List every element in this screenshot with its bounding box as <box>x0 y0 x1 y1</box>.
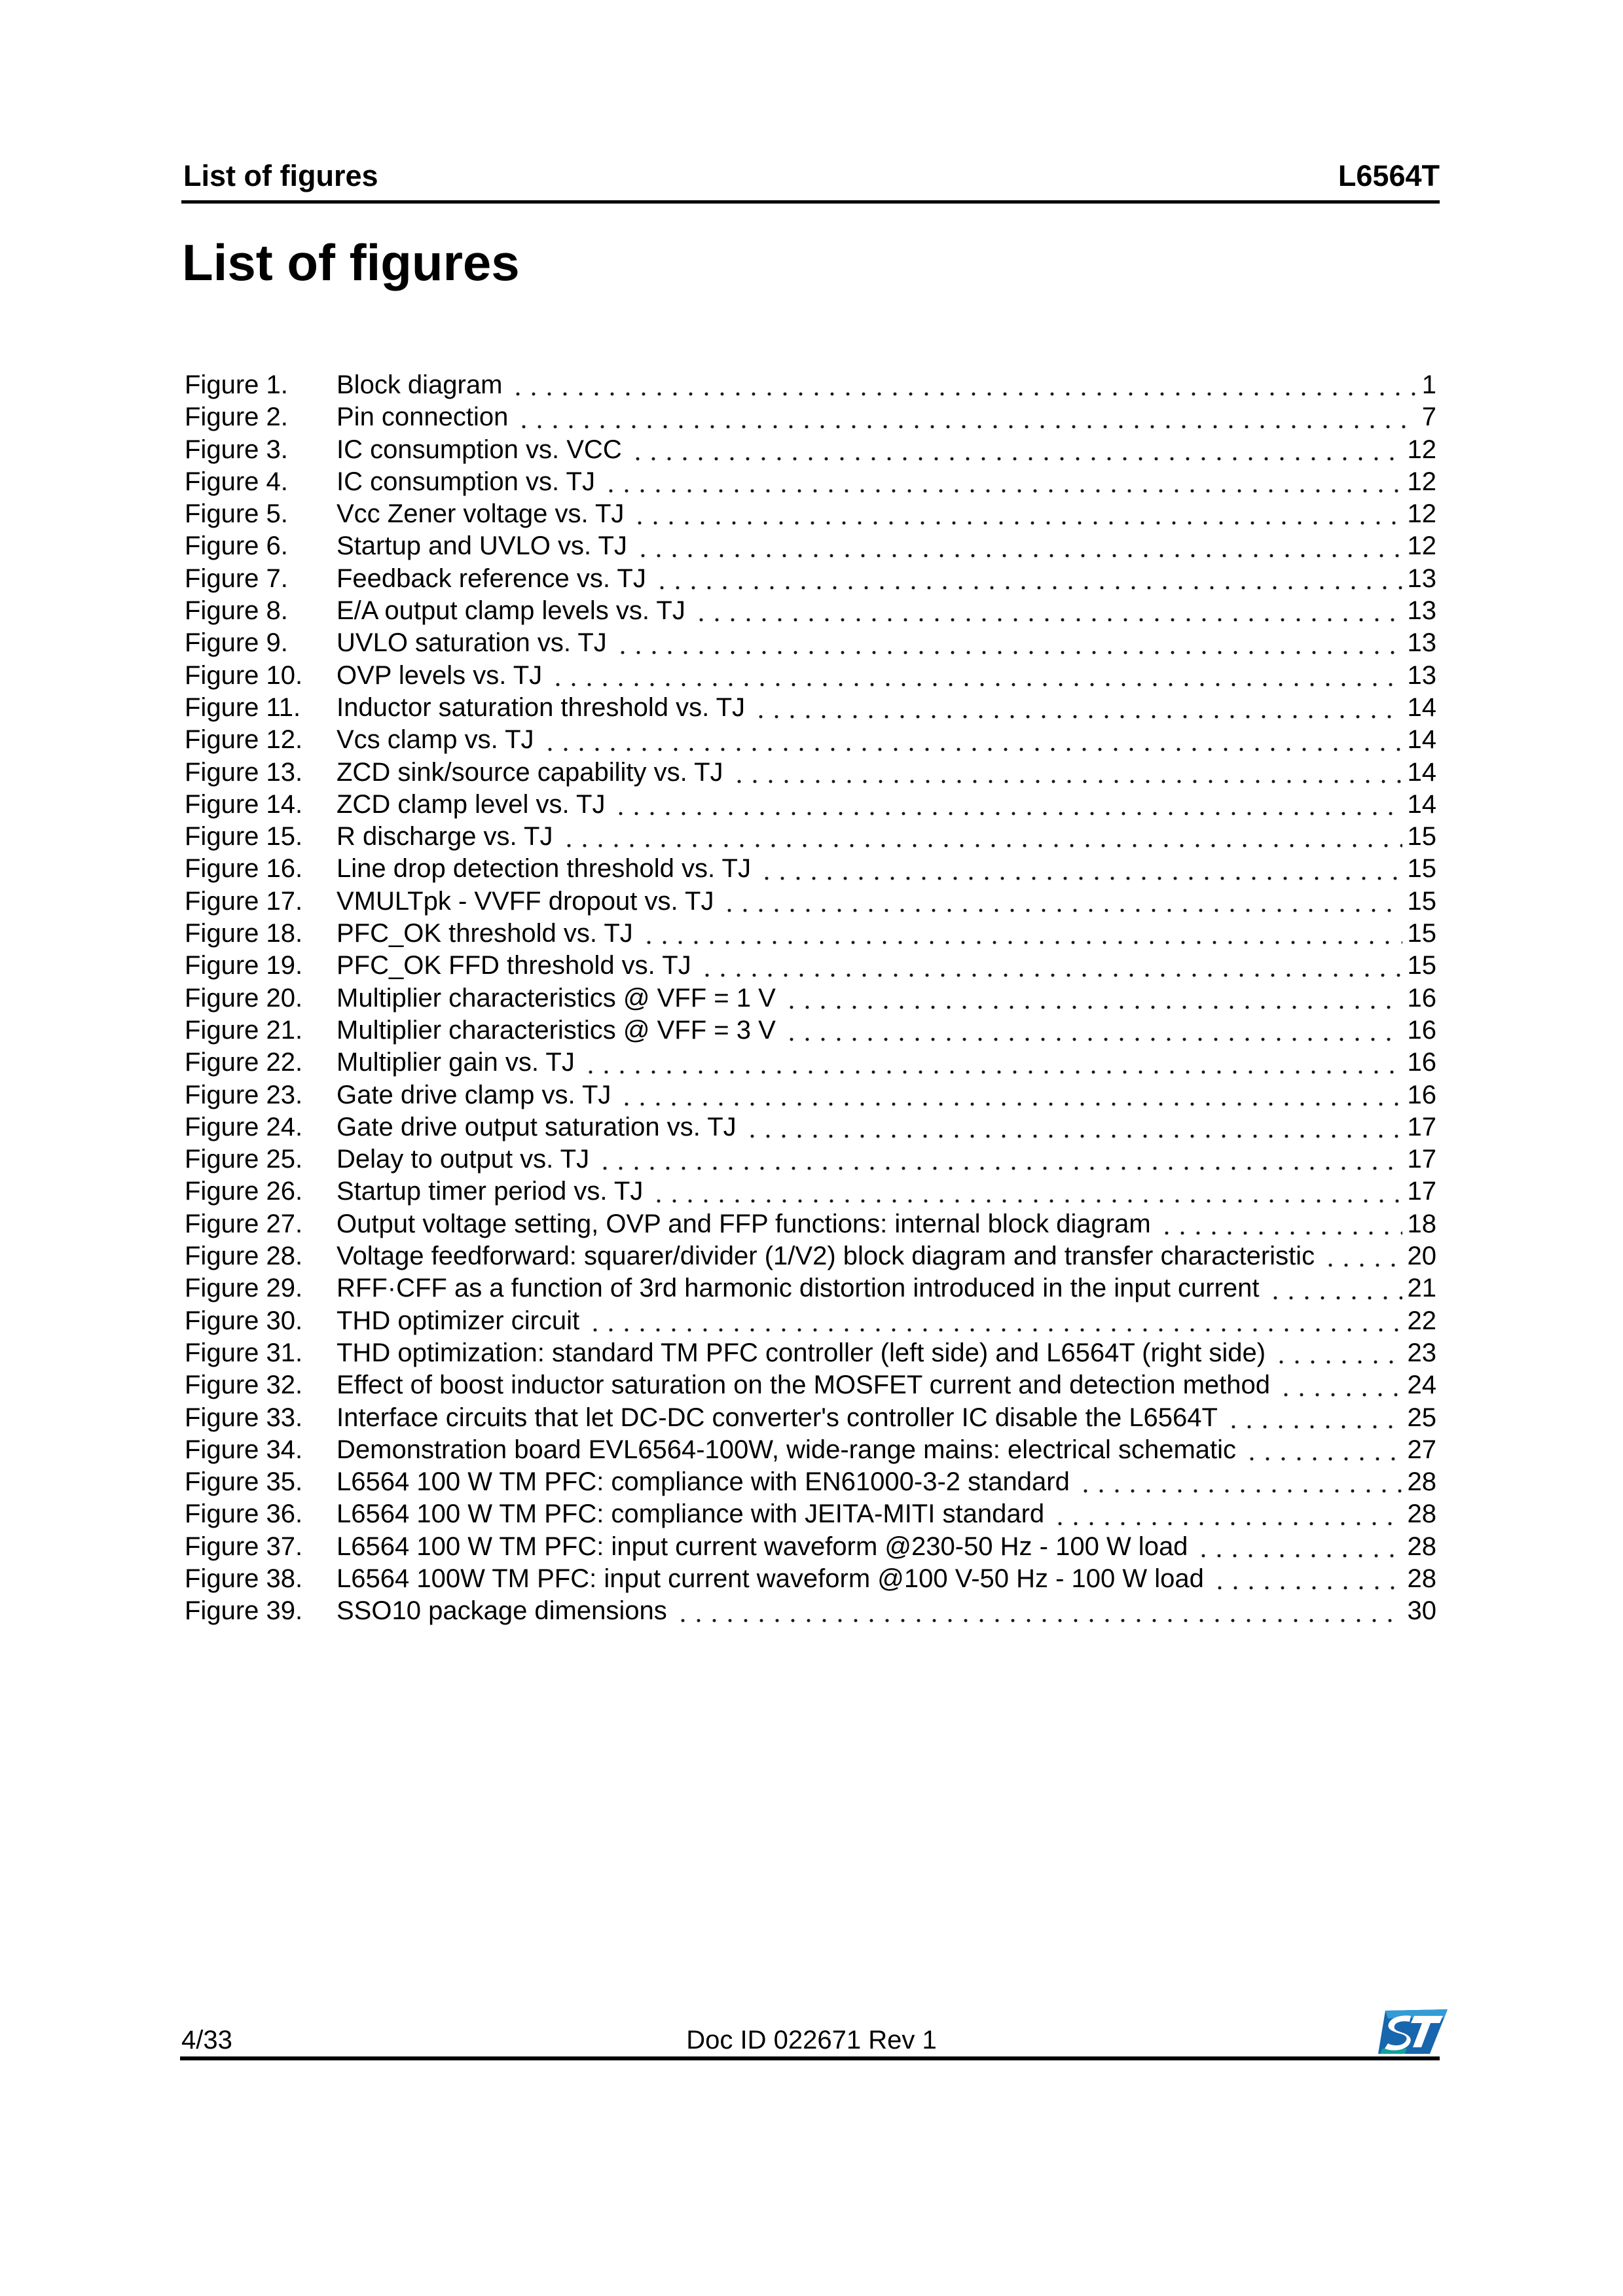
figure-label: Figure 25. <box>185 1145 303 1174</box>
dot-leader <box>516 401 1416 433</box>
figure-label: Figure 16. <box>185 854 303 884</box>
figure-label: Figure 19. <box>185 951 303 980</box>
figure-page-number: 21 <box>1407 1274 1436 1303</box>
figure-entry <box>183 627 1440 659</box>
figure-entry <box>183 563 1440 595</box>
figure-label: Figure 21. <box>185 1015 303 1045</box>
figure-label: Figure 6. <box>185 531 288 561</box>
figure-label: Figure 8. <box>185 596 288 626</box>
dot-leader <box>753 692 1402 724</box>
header-rule <box>181 200 1440 204</box>
figure-page-number: 17 <box>1407 1177 1436 1206</box>
figure-label: Figure 2. <box>185 403 288 432</box>
figure-title: Output voltage setting, OVP and FFP functions: internal block diagram <box>337 1209 1151 1238</box>
running-header-part-number: L6564T <box>1338 159 1440 192</box>
figure-page-number: 16 <box>1407 983 1436 1013</box>
figure-title: Multiplier characteristics @ VFF = 1 V <box>337 983 776 1013</box>
figure-page-number: 15 <box>1407 854 1436 884</box>
dot-leader <box>597 1143 1402 1175</box>
dot-leader <box>699 950 1402 982</box>
figure-title: Block diagram <box>337 370 503 399</box>
figure-page-number: 24 <box>1407 1371 1436 1400</box>
figure-page-number: 20 <box>1407 1242 1436 1271</box>
dot-leader <box>651 1175 1402 1208</box>
figure-label: Figure 1. <box>185 370 288 399</box>
figure-title: IC consumption vs. VCC <box>337 435 622 464</box>
figure-entry <box>183 1563 1440 1595</box>
figure-page-number: 14 <box>1407 725 1436 755</box>
figure-entry <box>183 1272 1440 1304</box>
dot-leader <box>721 886 1402 918</box>
figure-label: Figure 12. <box>185 725 303 755</box>
figure-label: Figure 11. <box>185 692 301 722</box>
figure-title: L6564 100 W TM PFC: compliance with JEITA-MITI standard <box>337 1499 1045 1529</box>
dot-leader <box>1159 1208 1402 1240</box>
figure-label: Figure 13. <box>185 757 303 787</box>
dot-leader <box>603 466 1402 498</box>
dot-leader <box>583 1047 1402 1079</box>
page-title: List of figures <box>182 234 520 291</box>
figure-title: Gate drive clamp vs. TJ <box>337 1080 611 1109</box>
st-logo-icon <box>1378 2009 1448 2054</box>
figure-entry <box>183 853 1440 885</box>
figure-entry <box>183 1047 1440 1079</box>
figure-title: Delay to output vs. TJ <box>337 1145 590 1174</box>
figure-title: Pin connection <box>337 403 509 432</box>
figure-page-number: 15 <box>1407 951 1436 980</box>
figure-entry <box>183 660 1440 692</box>
figure-title: Demonstration board EVL6564-100W, wide-range mains: electrical schematic <box>337 1435 1237 1464</box>
figure-page-number: 1 <box>1421 370 1436 399</box>
dot-leader <box>542 724 1402 756</box>
figure-label: Figure 17. <box>185 886 303 916</box>
figure-title: Line drop detection threshold vs. TJ <box>337 854 751 884</box>
figure-label: Figure 20. <box>185 983 303 1013</box>
figure-title: OVP levels vs. TJ <box>337 660 543 690</box>
figure-entry <box>183 1498 1440 1530</box>
figure-title: UVLO saturation vs. TJ <box>337 628 607 658</box>
figure-page-number: 12 <box>1407 531 1436 561</box>
figure-title: Voltage feedforward: squarer/divider (1/V2) block diagram and transfer characteristic <box>337 1242 1315 1271</box>
running-header-section: List of figures <box>183 159 378 192</box>
figure-label: Figure 3. <box>185 435 288 464</box>
figure-page-number: 14 <box>1407 692 1436 722</box>
figure-label: Figure 22. <box>185 1048 303 1077</box>
figure-entry <box>183 692 1440 724</box>
figure-entry <box>183 466 1440 498</box>
figure-title: Gate drive output saturation vs. TJ <box>337 1112 737 1141</box>
figure-label: Figure 32. <box>185 1371 303 1400</box>
figure-page-number: 28 <box>1407 1467 1436 1497</box>
dot-leader <box>1052 1498 1402 1530</box>
dot-leader <box>731 757 1402 789</box>
dot-leader <box>641 918 1402 950</box>
figure-entry <box>183 1595 1440 1627</box>
dot-leader <box>1322 1240 1402 1272</box>
figure-page-number: 22 <box>1407 1306 1436 1335</box>
dot-leader <box>784 982 1402 1014</box>
figure-entry <box>183 1369 1440 1401</box>
figure-title: L6564 100 W TM PFC: compliance with EN61000-3-2 standard <box>337 1467 1070 1497</box>
figure-label: Figure 36. <box>185 1499 303 1529</box>
figure-page-number: 12 <box>1407 435 1436 464</box>
figure-entry <box>183 918 1440 950</box>
figure-entry <box>183 1337 1440 1369</box>
figure-title: Vcs clamp vs. TJ <box>337 725 534 755</box>
dot-leader <box>561 821 1402 853</box>
figure-entry <box>183 1531 1440 1563</box>
dot-leader <box>654 563 1402 595</box>
figure-title: R discharge vs. TJ <box>337 822 553 852</box>
figure-label: Figure 37. <box>185 1532 303 1561</box>
dot-leader <box>550 660 1402 692</box>
figure-page-number: 15 <box>1407 886 1436 916</box>
figure-entry <box>183 1305 1440 1337</box>
figure-page-number: 17 <box>1407 1112 1436 1141</box>
figure-title: Vcc Zener voltage vs. TJ <box>337 499 625 529</box>
dot-leader <box>587 1305 1402 1337</box>
figure-entry <box>183 757 1440 789</box>
figure-label: Figure 23. <box>185 1080 303 1109</box>
dot-leader <box>1244 1434 1402 1466</box>
dot-leader <box>784 1014 1402 1047</box>
dot-leader <box>613 789 1402 821</box>
figure-title: PFC_OK FFD threshold vs. TJ <box>337 951 691 980</box>
figure-page-number: 12 <box>1407 499 1436 529</box>
figure-title: IC consumption vs. TJ <box>337 467 595 496</box>
figure-label: Figure 7. <box>185 564 288 593</box>
figure-title: Feedback reference vs. TJ <box>337 564 646 593</box>
figure-entry <box>183 1014 1440 1047</box>
figure-entry <box>183 789 1440 821</box>
figure-title: PFC_OK threshold vs. TJ <box>337 919 633 948</box>
figure-label: Figure 39. <box>185 1596 303 1626</box>
figure-title: ZCD sink/source capability vs. TJ <box>337 757 723 787</box>
figure-title: L6564 100 W TM PFC: input current waveform @230-50 Hz - 100 W load <box>337 1532 1188 1561</box>
figure-page-number: 28 <box>1407 1499 1436 1529</box>
figure-page-number: 25 <box>1407 1403 1436 1432</box>
figure-page-number: 15 <box>1407 822 1436 852</box>
figure-title: Interface circuits that let DC-DC converter's controller IC disable the L6564T <box>337 1403 1218 1432</box>
footer-doc-id: Doc ID 022671 Rev 1 <box>686 2026 937 2054</box>
running-header <box>183 161 1440 190</box>
figure-label: Figure 29. <box>185 1274 303 1303</box>
figure-entry <box>183 950 1440 982</box>
figure-page-number: 13 <box>1407 596 1436 626</box>
figure-entry <box>183 369 1440 401</box>
figure-page-number: 18 <box>1407 1209 1436 1238</box>
figure-entry <box>183 401 1440 433</box>
figure-entry <box>183 1111 1440 1143</box>
dot-leader <box>759 853 1402 885</box>
footer-rule <box>180 2056 1440 2060</box>
figure-page-number: 14 <box>1407 789 1436 819</box>
figure-label: Figure 27. <box>185 1209 303 1238</box>
figure-page-number: 28 <box>1407 1532 1436 1561</box>
figure-title: Inductor saturation threshold vs. TJ <box>337 692 746 722</box>
figure-label: Figure 24. <box>185 1112 303 1141</box>
figure-entry <box>183 1402 1440 1434</box>
figure-page-number: 23 <box>1407 1338 1436 1367</box>
figure-title: Startup timer period vs. TJ <box>337 1177 644 1206</box>
figure-label: Figure 5. <box>185 499 288 529</box>
dot-leader <box>630 434 1402 466</box>
figure-title: SSO10 package dimensions <box>337 1596 667 1626</box>
figure-entry <box>183 1208 1440 1240</box>
figure-label: Figure 4. <box>185 467 288 496</box>
figure-label: Figure 30. <box>185 1306 303 1335</box>
figure-entry <box>183 886 1440 918</box>
figure-label: Figure 9. <box>185 628 288 658</box>
figure-title: THD optimization: standard TM PFC controller (left side) and L6564T (right side) <box>337 1338 1266 1367</box>
footer-page-indicator: 4/33 <box>181 2026 232 2054</box>
figure-entry <box>183 1434 1440 1466</box>
figure-title: RFF·CFF as a function of 3rd harmonic distortion introduced in the input current <box>337 1274 1260 1303</box>
dot-leader <box>635 530 1402 562</box>
figure-page-number: 13 <box>1407 628 1436 658</box>
figure-entry <box>183 498 1440 530</box>
figure-title: Effect of boost inductor saturation on the MOSFET current and detection method <box>337 1371 1270 1400</box>
figure-title: THD optimizer circuit <box>337 1306 580 1335</box>
dot-leader <box>632 498 1402 530</box>
figure-label: Figure 31. <box>185 1338 303 1367</box>
figure-title: L6564 100W TM PFC: input current waveform @100 V-50 Hz - 100 W load <box>337 1564 1204 1593</box>
figure-entry <box>183 530 1440 562</box>
dot-leader <box>619 1079 1402 1111</box>
dot-leader <box>675 1595 1402 1627</box>
dot-leader <box>510 369 1416 401</box>
figure-page-number: 7 <box>1421 403 1436 432</box>
figure-page-number: 12 <box>1407 467 1436 496</box>
figure-label: Figure 10. <box>185 660 303 690</box>
figure-page-number: 14 <box>1407 757 1436 787</box>
figure-title: VMULTpk - VVFF dropout vs. TJ <box>337 886 714 916</box>
figure-title: Multiplier characteristics @ VFF = 3 V <box>337 1015 776 1045</box>
figure-page-number: 28 <box>1407 1564 1436 1593</box>
figure-page-number: 30 <box>1407 1596 1436 1626</box>
figure-entry <box>183 1175 1440 1208</box>
figure-entry <box>183 1466 1440 1498</box>
figure-label: Figure 28. <box>185 1242 303 1271</box>
figure-entry <box>183 1143 1440 1175</box>
figure-label: Figure 35. <box>185 1467 303 1497</box>
dot-leader <box>1226 1402 1402 1434</box>
dot-leader <box>1078 1466 1402 1498</box>
figure-page-number: 27 <box>1407 1435 1436 1464</box>
figure-entry <box>183 434 1440 466</box>
figure-title: Startup and UVLO vs. TJ <box>337 531 627 561</box>
figure-page-number: 13 <box>1407 660 1436 690</box>
dot-leader <box>1273 1337 1402 1369</box>
figure-title: E/A output clamp levels vs. TJ <box>337 596 685 626</box>
dot-leader <box>1267 1272 1402 1304</box>
figure-title: ZCD clamp level vs. TJ <box>337 789 606 819</box>
figure-label: Figure 26. <box>185 1177 303 1206</box>
figure-title: Multiplier gain vs. TJ <box>337 1048 575 1077</box>
figure-label: Figure 15. <box>185 822 303 852</box>
figure-entry <box>183 1079 1440 1111</box>
figure-entry <box>183 1240 1440 1272</box>
figure-label: Figure 33. <box>185 1403 303 1432</box>
figure-label: Figure 18. <box>185 919 303 948</box>
figure-page-number: 13 <box>1407 564 1436 593</box>
figure-entry <box>183 595 1440 627</box>
dot-leader <box>744 1111 1402 1143</box>
figure-entry <box>183 982 1440 1014</box>
dot-leader <box>693 595 1402 627</box>
figure-page-number: 16 <box>1407 1080 1436 1109</box>
figure-page-number: 16 <box>1407 1048 1436 1077</box>
dot-leader <box>615 627 1402 659</box>
dot-leader <box>1195 1531 1402 1563</box>
figure-entry <box>183 821 1440 853</box>
figure-page-number: 16 <box>1407 1015 1436 1045</box>
dot-leader <box>1278 1369 1402 1401</box>
dot-leader <box>1212 1563 1402 1595</box>
figure-label: Figure 38. <box>185 1564 303 1593</box>
figure-entry <box>183 724 1440 756</box>
figure-page-number: 17 <box>1407 1145 1436 1174</box>
figure-label: Figure 14. <box>185 789 303 819</box>
figure-list <box>183 369 1440 1628</box>
figure-label: Figure 34. <box>185 1435 303 1464</box>
figure-page-number: 15 <box>1407 919 1436 948</box>
